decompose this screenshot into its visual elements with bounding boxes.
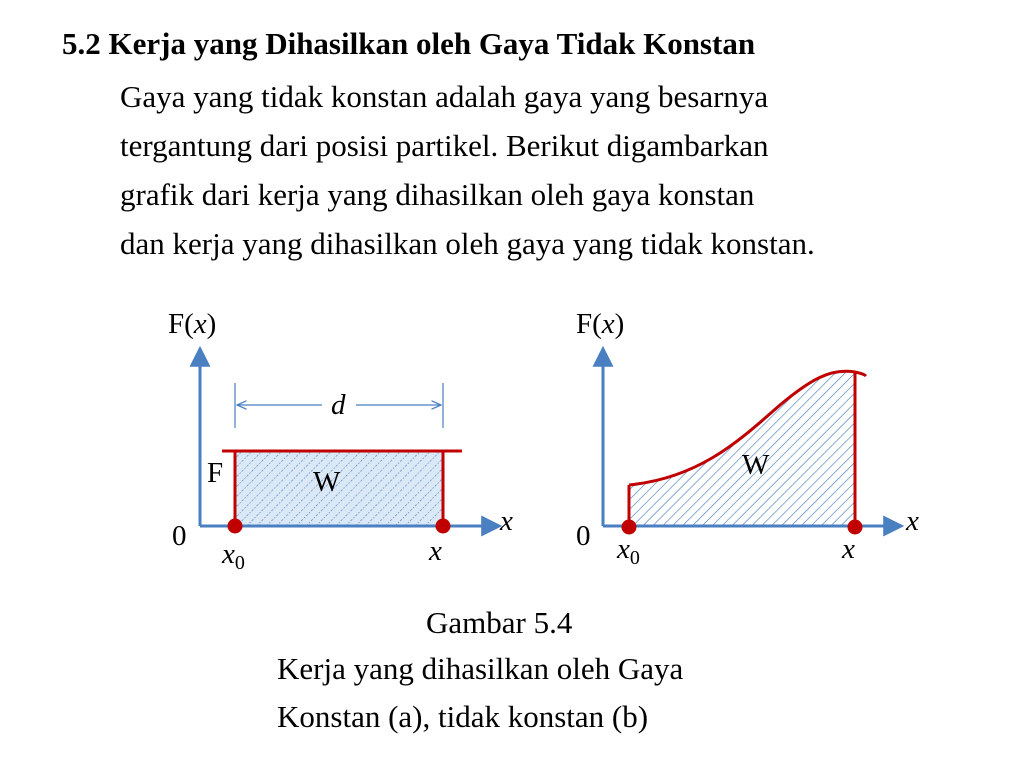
x-axis-label: x	[906, 505, 919, 537]
start-label: $x_0$	[617, 533, 640, 569]
y-axis-label: F(x)	[168, 308, 217, 340]
origin-label: 0	[576, 520, 591, 552]
origin-label: 0	[172, 520, 187, 552]
figure-caption-number: Gambar 5.4	[426, 605, 573, 640]
distance-label: d	[331, 389, 346, 421]
end-label: x	[429, 535, 442, 567]
work-label: W	[742, 449, 770, 481]
paragraph-line: grafik dari kerja yang dihasilkan oleh gaya konstan	[120, 177, 755, 212]
figure-caption-line: Kerja yang dihasilkan oleh Gaya	[277, 651, 684, 686]
end-label: x	[842, 533, 855, 565]
end-point	[436, 519, 451, 534]
start-label: $x_0$	[222, 538, 245, 574]
diagram-variable-force	[576, 308, 919, 569]
paragraph-line: dan kerja yang dihasilkan oleh gaya yang tidak konstan.	[120, 226, 815, 261]
force-label: F	[207, 457, 224, 489]
diagram-constant-force	[168, 308, 513, 574]
figure-caption-line: Konstan (a), tidak konstan (b)	[277, 699, 649, 734]
section-heading: 5.2 Kerja yang Dihasilkan oleh Gaya Tidak Konstan	[62, 26, 756, 61]
start-point	[228, 519, 243, 534]
work-label: W	[313, 466, 341, 498]
paragraph-line: tergantung dari posisi partikel. Berikut digambarkan	[120, 128, 769, 163]
paragraph-line: Gaya yang tidak konstan adalah gaya yang besarnya	[120, 79, 769, 114]
x-axis-label: x	[500, 505, 513, 537]
y-axis-label: F(x)	[576, 308, 625, 340]
